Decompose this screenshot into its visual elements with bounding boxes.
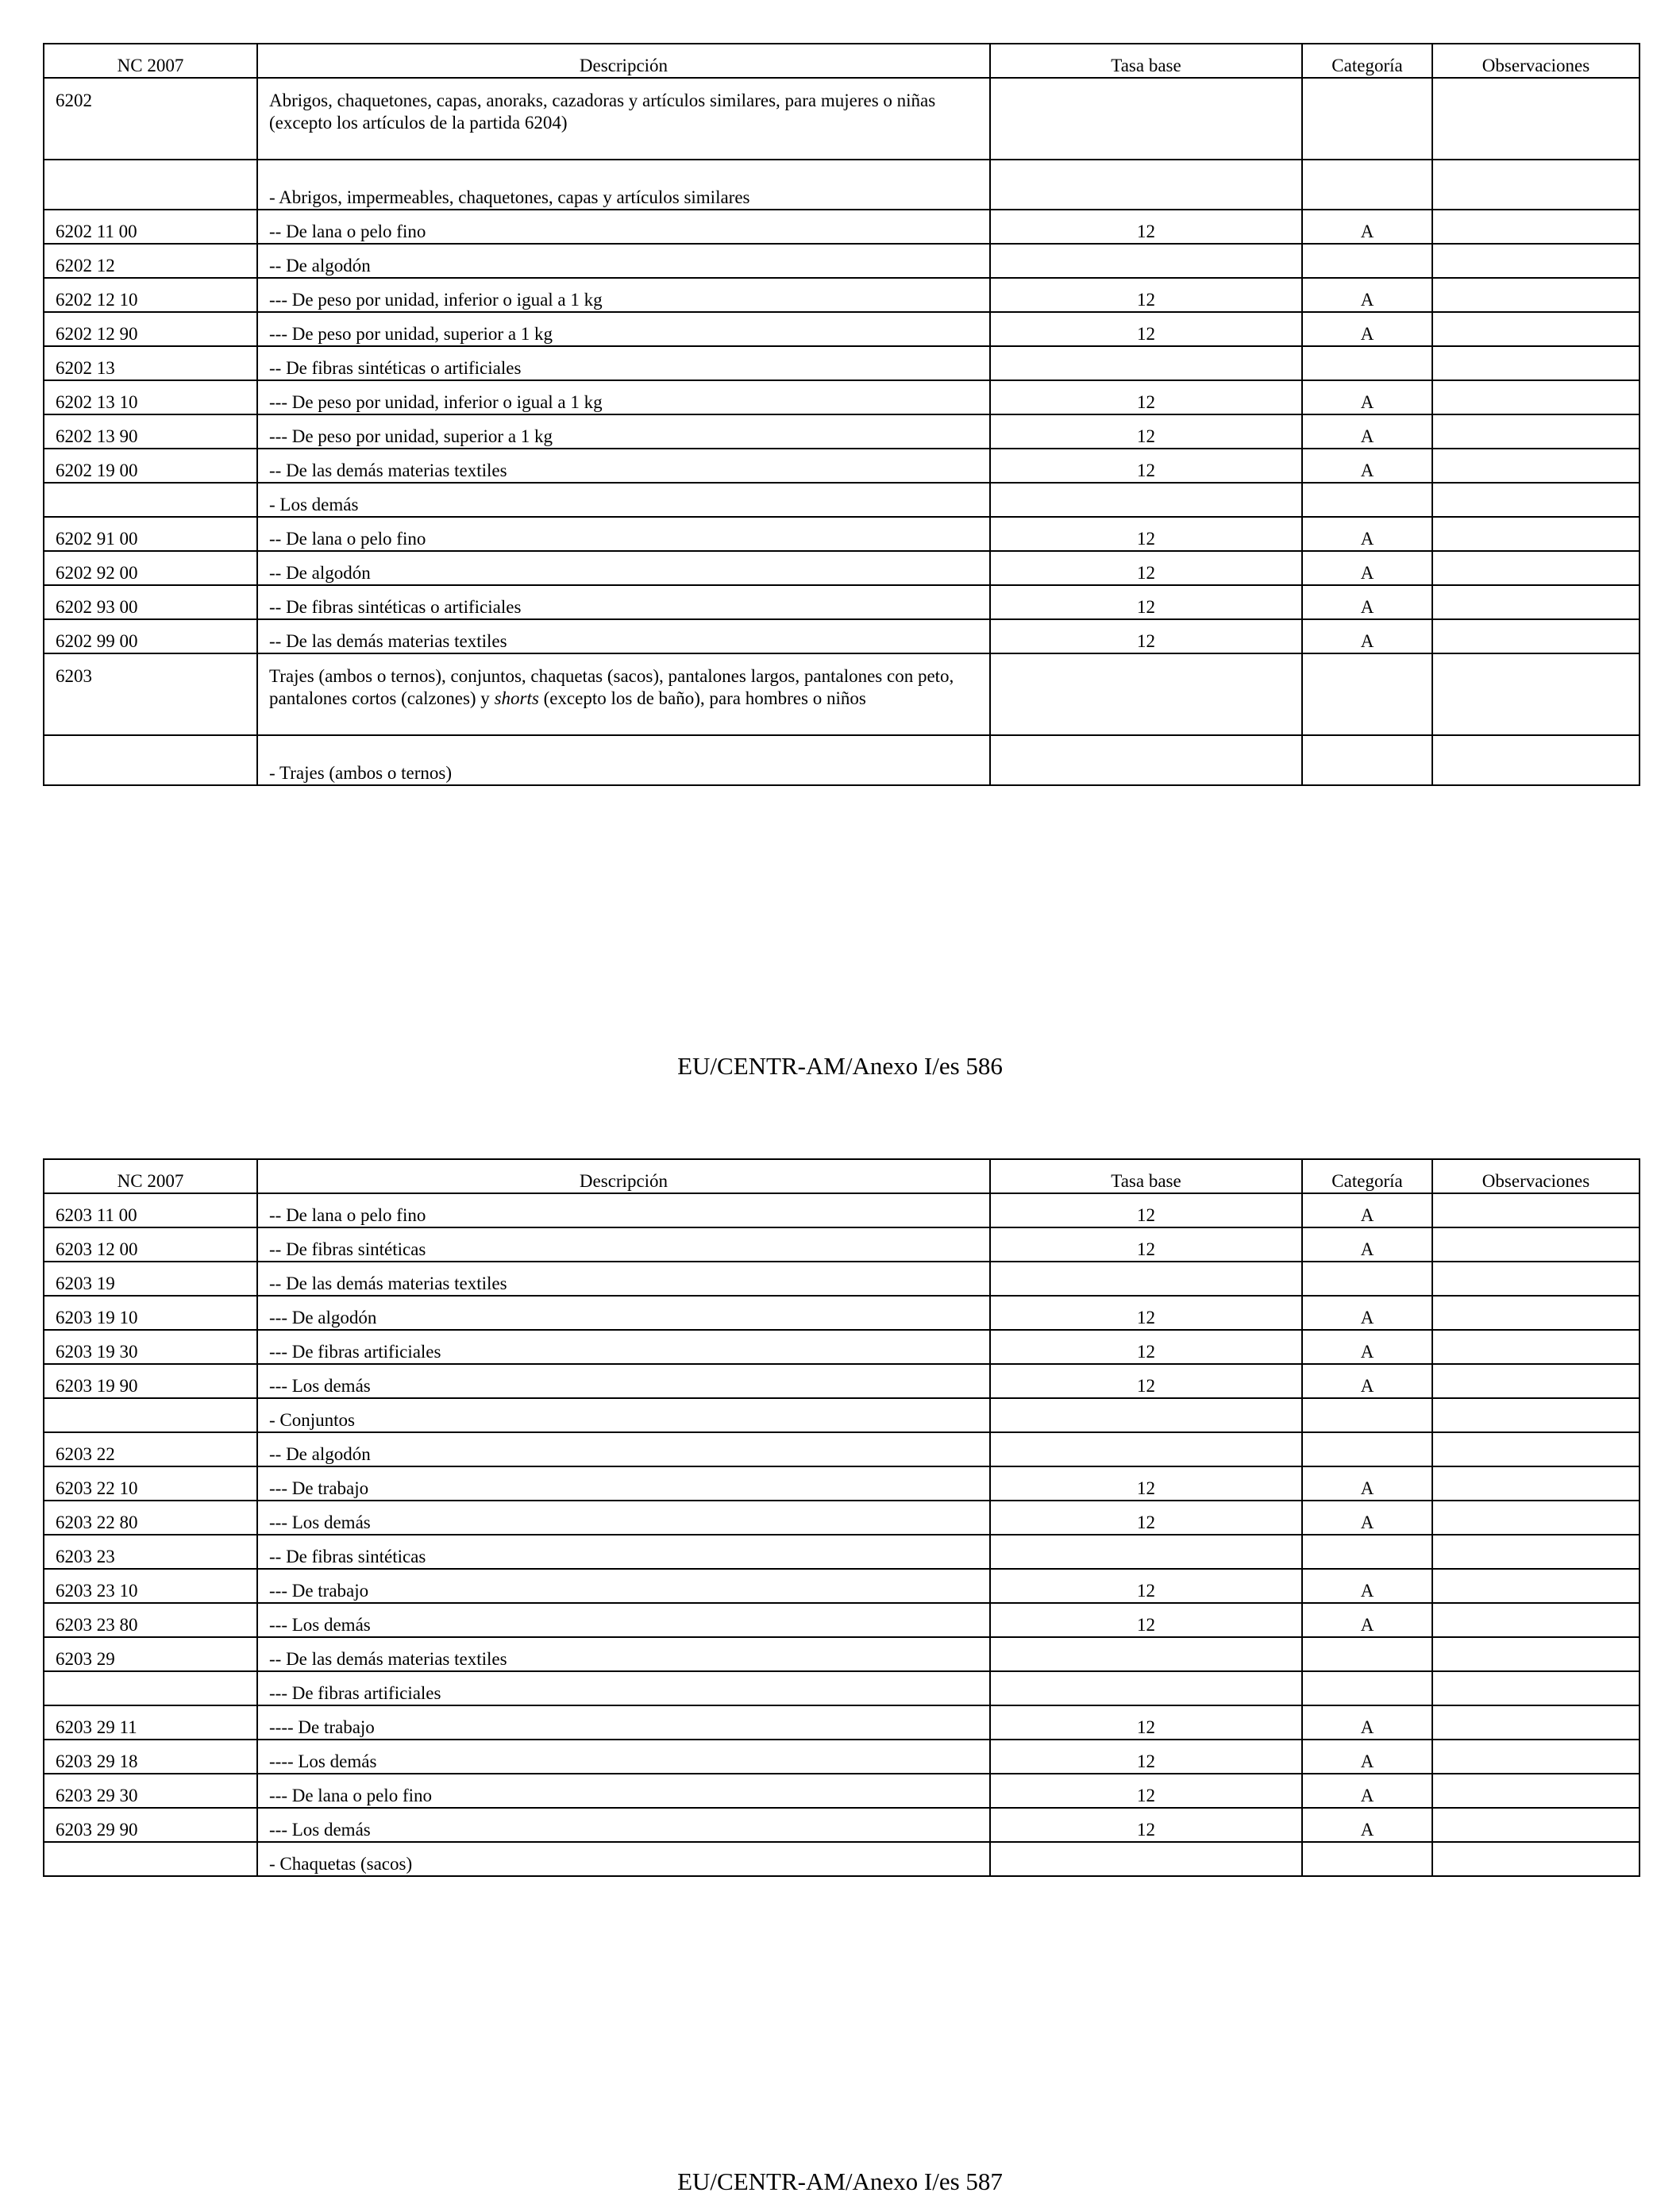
table-row	[44, 653, 1640, 735]
observations-cell	[1432, 1227, 1640, 1262]
description-cell: -- De las demás materias textiles	[257, 449, 990, 483]
table-row	[44, 1193, 1640, 1227]
base-rate-cell	[990, 1535, 1302, 1569]
observations-cell	[1432, 517, 1640, 551]
description-cell: -- De las demás materias textiles	[257, 1262, 990, 1296]
category-cell: A	[1302, 414, 1432, 449]
base-rate-cell: 12	[990, 210, 1302, 244]
category-cell	[1302, 78, 1432, 160]
observations-cell	[1432, 1535, 1640, 1569]
nc-code-cell: 6203 29 18	[44, 1740, 257, 1774]
nc-code-cell: 6203 19	[44, 1262, 257, 1296]
description-cell: - Trajes (ambos o ternos)	[257, 735, 990, 785]
base-rate-cell: 12	[990, 1501, 1302, 1535]
base-rate-cell	[990, 1842, 1302, 1876]
observations-cell	[1432, 449, 1640, 483]
base-rate-cell: 12	[990, 278, 1302, 312]
nc-code-cell	[44, 735, 257, 785]
nc-code-cell: 6202 19 00	[44, 449, 257, 483]
base-rate-cell: 12	[990, 517, 1302, 551]
category-cell: A	[1302, 517, 1432, 551]
nc-code-cell: 6203 23 80	[44, 1603, 257, 1637]
category-cell: A	[1302, 585, 1432, 619]
observations-cell	[1432, 619, 1640, 653]
category-cell	[1302, 1535, 1432, 1569]
description-cell: - Abrigos, impermeables, chaquetones, capas y artículos similares	[257, 160, 990, 210]
base-rate-cell: 12	[990, 1740, 1302, 1774]
category-cell: A	[1302, 1501, 1432, 1535]
table-row	[44, 1535, 1640, 1569]
observations-cell	[1432, 1432, 1640, 1466]
observations-cell	[1432, 735, 1640, 785]
category-cell	[1302, 653, 1432, 735]
category-cell	[1302, 160, 1432, 210]
description-cell: -- De las demás materias textiles	[257, 1637, 990, 1671]
nc-code-cell: 6203 19 90	[44, 1364, 257, 1398]
base-rate-cell	[990, 483, 1302, 517]
base-rate-cell	[990, 244, 1302, 278]
description-cell: -- De algodón	[257, 551, 990, 585]
nc-code-cell: 6203 12 00	[44, 1227, 257, 1262]
nc-code-cell: 6202 13 10	[44, 380, 257, 414]
header-description: Descripción	[257, 44, 990, 78]
nc-code-cell: 6203 22	[44, 1432, 257, 1466]
category-cell: A	[1302, 312, 1432, 346]
nc-code-cell: 6202 12 90	[44, 312, 257, 346]
header-base-rate: Tasa base	[990, 44, 1302, 78]
category-cell	[1302, 1262, 1432, 1296]
base-rate-cell: 12	[990, 1774, 1302, 1808]
table-row	[44, 585, 1640, 619]
base-rate-cell	[990, 160, 1302, 210]
header-code: NC 2007	[44, 44, 257, 78]
category-cell: A	[1302, 380, 1432, 414]
description-cell: -- De algodón	[257, 244, 990, 278]
nc-code-cell: 6202 13	[44, 346, 257, 380]
nc-code-cell: 6202 99 00	[44, 619, 257, 653]
table-row	[44, 312, 1640, 346]
nc-code-cell: 6202 93 00	[44, 585, 257, 619]
nc-code-cell: 6203 29 30	[44, 1774, 257, 1808]
category-cell: A	[1302, 1330, 1432, 1364]
table-row	[44, 160, 1640, 210]
description-cell: --- Los demás	[257, 1501, 990, 1535]
description-cell: --- De peso por unidad, inferior o igual a 1 kg	[257, 278, 990, 312]
observations-cell	[1432, 551, 1640, 585]
observations-cell	[1432, 160, 1640, 210]
observations-cell	[1432, 1808, 1640, 1842]
table-row	[44, 1637, 1640, 1671]
observations-cell	[1432, 1193, 1640, 1227]
description-cell: Abrigos, chaquetones, capas, anoraks, cazadoras y artículos similares, para mujeres o niñas (excepto los artículos de la partida 6204)	[257, 78, 990, 160]
category-cell: A	[1302, 449, 1432, 483]
table-row	[44, 1501, 1640, 1535]
base-rate-cell: 12	[990, 380, 1302, 414]
nc-code-cell: 6203 22 80	[44, 1501, 257, 1535]
nc-code-cell	[44, 483, 257, 517]
nc-code-cell: 6202 13 90	[44, 414, 257, 449]
nc-code-cell: 6202 12	[44, 244, 257, 278]
category-cell: A	[1302, 619, 1432, 653]
base-rate-cell: 12	[990, 551, 1302, 585]
base-rate-cell: 12	[990, 414, 1302, 449]
nc-code-cell: 6203 22 10	[44, 1466, 257, 1501]
observations-cell	[1432, 585, 1640, 619]
description-cell: -- De lana o pelo fino	[257, 1193, 990, 1227]
category-cell: A	[1302, 1227, 1432, 1262]
observations-cell	[1432, 1330, 1640, 1364]
observations-cell	[1432, 1774, 1640, 1808]
table-row	[44, 483, 1640, 517]
table-row	[44, 449, 1640, 483]
base-rate-cell	[990, 346, 1302, 380]
page-footer-587: EU/CENTR-AM/Anexo I/es 587	[677, 2167, 1003, 2195]
description-cell: ---- Los demás	[257, 1740, 990, 1774]
table-row	[44, 1842, 1640, 1876]
description-cell: --- De algodón	[257, 1296, 990, 1330]
nc-code-cell	[44, 160, 257, 210]
observations-cell	[1432, 78, 1640, 160]
table-row	[44, 380, 1640, 414]
table-row	[44, 346, 1640, 380]
description-cell: --- De fibras artificiales	[257, 1671, 990, 1705]
description-cell: -- De fibras sintéticas o artificiales	[257, 346, 990, 380]
base-rate-cell: 12	[990, 1330, 1302, 1364]
table-row	[44, 1296, 1640, 1330]
base-rate-cell	[990, 1671, 1302, 1705]
nc-code-cell: 6202 92 00	[44, 551, 257, 585]
base-rate-cell: 12	[990, 1808, 1302, 1842]
table-row	[44, 551, 1640, 585]
nc-code-cell: 6203	[44, 653, 257, 735]
base-rate-cell	[990, 1262, 1302, 1296]
observations-cell	[1432, 1842, 1640, 1876]
table-row	[44, 1262, 1640, 1296]
category-cell: A	[1302, 1364, 1432, 1398]
description-cell: --- Los demás	[257, 1808, 990, 1842]
category-cell: A	[1302, 1774, 1432, 1808]
table-row	[44, 1603, 1640, 1637]
observations-cell	[1432, 1398, 1640, 1432]
base-rate-cell: 12	[990, 449, 1302, 483]
description-cell: --- De peso por unidad, superior a 1 kg	[257, 312, 990, 346]
description-cell: -- De algodón	[257, 1432, 990, 1466]
category-cell	[1302, 1398, 1432, 1432]
table-row	[44, 1227, 1640, 1262]
observations-cell	[1432, 312, 1640, 346]
observations-cell	[1432, 1637, 1640, 1671]
description-cell: -- De fibras sintéticas	[257, 1227, 990, 1262]
tariff-table-page-586	[43, 43, 1640, 786]
nc-code-cell: 6203 29	[44, 1637, 257, 1671]
description-cell: --- Los demás	[257, 1603, 990, 1637]
base-rate-cell: 12	[990, 585, 1302, 619]
description-fragment: shorts	[494, 688, 539, 708]
header-observations: Observaciones	[1432, 1159, 1640, 1193]
observations-cell	[1432, 1603, 1640, 1637]
description-cell	[257, 653, 990, 735]
base-rate-cell: 12	[990, 1227, 1302, 1262]
header-observations: Observaciones	[1432, 44, 1640, 78]
header-row	[44, 44, 1640, 78]
category-cell	[1302, 244, 1432, 278]
description-cell: - Chaquetas (sacos)	[257, 1842, 990, 1876]
category-cell	[1302, 1637, 1432, 1671]
table-row	[44, 517, 1640, 551]
observations-cell	[1432, 1740, 1640, 1774]
table-row	[44, 244, 1640, 278]
nc-code-cell	[44, 1671, 257, 1705]
base-rate-cell	[990, 1637, 1302, 1671]
category-cell: A	[1302, 1808, 1432, 1842]
description-cell: --- De trabajo	[257, 1466, 990, 1501]
table-row	[44, 210, 1640, 244]
nc-code-cell	[44, 1398, 257, 1432]
description-cell: --- De trabajo	[257, 1569, 990, 1603]
table-row	[44, 735, 1640, 785]
nc-code-cell: 6203 29 11	[44, 1705, 257, 1740]
table-row	[44, 1569, 1640, 1603]
table-row	[44, 1808, 1640, 1842]
description-fragment: (excepto los de baño), para hombres o niños	[538, 688, 866, 708]
description-cell: -- De lana o pelo fino	[257, 210, 990, 244]
observations-cell	[1432, 346, 1640, 380]
table-row	[44, 278, 1640, 312]
description-cell: -- De lana o pelo fino	[257, 517, 990, 551]
header-category: Categoría	[1302, 1159, 1432, 1193]
category-cell: A	[1302, 1740, 1432, 1774]
observations-cell	[1432, 653, 1640, 735]
base-rate-cell: 12	[990, 1193, 1302, 1227]
base-rate-cell: 12	[990, 619, 1302, 653]
nc-code-cell: 6203 29 90	[44, 1808, 257, 1842]
table-row	[44, 1432, 1640, 1466]
base-rate-cell	[990, 653, 1302, 735]
category-cell	[1302, 1671, 1432, 1705]
description-cell: --- Los demás	[257, 1364, 990, 1398]
category-cell: A	[1302, 1569, 1432, 1603]
nc-code-cell: 6203 23 10	[44, 1569, 257, 1603]
description-fragment: Trajes (ambos o ternos), conjuntos, chaquetas (sacos), pantalones largos, pantalones con peto, pantalones cortos (calzones) y	[269, 666, 954, 708]
observations-cell	[1432, 483, 1640, 517]
category-cell	[1302, 346, 1432, 380]
category-cell: A	[1302, 1296, 1432, 1330]
nc-code-cell: 6202 12 10	[44, 278, 257, 312]
description-cell: -- De fibras sintéticas o artificiales	[257, 585, 990, 619]
observations-cell	[1432, 1262, 1640, 1296]
observations-cell	[1432, 1466, 1640, 1501]
category-cell: A	[1302, 1193, 1432, 1227]
description-cell: --- De fibras artificiales	[257, 1330, 990, 1364]
nc-code-cell: 6203 23	[44, 1535, 257, 1569]
table-row	[44, 1330, 1640, 1364]
nc-code-cell: 6203 11 00	[44, 1193, 257, 1227]
description-cell: --- De lana o pelo fino	[257, 1774, 990, 1808]
table-row	[44, 78, 1640, 160]
observations-cell	[1432, 210, 1640, 244]
category-cell: A	[1302, 278, 1432, 312]
description-cell: - Conjuntos	[257, 1398, 990, 1432]
description-cell: -- De fibras sintéticas	[257, 1535, 990, 1569]
header-base-rate: Tasa base	[990, 1159, 1302, 1193]
base-rate-cell: 12	[990, 312, 1302, 346]
observations-cell	[1432, 278, 1640, 312]
nc-code-cell: 6202	[44, 78, 257, 160]
nc-code-cell: 6202 11 00	[44, 210, 257, 244]
base-rate-cell: 12	[990, 1466, 1302, 1501]
base-rate-cell: 12	[990, 1364, 1302, 1398]
header-code: NC 2007	[44, 1159, 257, 1193]
observations-cell	[1432, 1364, 1640, 1398]
category-cell: A	[1302, 210, 1432, 244]
nc-code-cell: 6203 19 10	[44, 1296, 257, 1330]
page-footer-586: EU/CENTR-AM/Anexo I/es 586	[677, 1052, 1003, 1080]
base-rate-cell: 12	[990, 1296, 1302, 1330]
category-cell: A	[1302, 1603, 1432, 1637]
category-cell: A	[1302, 1466, 1432, 1501]
table-row	[44, 1740, 1640, 1774]
table-row	[44, 1705, 1640, 1740]
observations-cell	[1432, 1705, 1640, 1740]
description-cell: - Los demás	[257, 483, 990, 517]
category-cell	[1302, 735, 1432, 785]
table-row	[44, 1671, 1640, 1705]
observations-cell	[1432, 244, 1640, 278]
observations-cell	[1432, 380, 1640, 414]
description-cell: -- De las demás materias textiles	[257, 619, 990, 653]
table-row	[44, 1364, 1640, 1398]
observations-cell	[1432, 1671, 1640, 1705]
tariff-table-page-587	[43, 1158, 1640, 1877]
header-row	[44, 1159, 1640, 1193]
table-row	[44, 619, 1640, 653]
base-rate-cell: 12	[990, 1705, 1302, 1740]
table-row	[44, 1774, 1640, 1808]
base-rate-cell: 12	[990, 1603, 1302, 1637]
header-description: Descripción	[257, 1159, 990, 1193]
category-cell	[1302, 1432, 1432, 1466]
table-row	[44, 1466, 1640, 1501]
observations-cell	[1432, 1296, 1640, 1330]
table-row	[44, 414, 1640, 449]
nc-code-cell: 6203 19 30	[44, 1330, 257, 1364]
category-cell	[1302, 1842, 1432, 1876]
category-cell	[1302, 483, 1432, 517]
observations-cell	[1432, 1501, 1640, 1535]
observations-cell	[1432, 1569, 1640, 1603]
base-rate-cell	[990, 735, 1302, 785]
description-cell: ---- De trabajo	[257, 1705, 990, 1740]
category-cell: A	[1302, 1705, 1432, 1740]
table-row	[44, 1398, 1640, 1432]
base-rate-cell	[990, 1432, 1302, 1466]
category-cell: A	[1302, 551, 1432, 585]
description-cell: --- De peso por unidad, superior a 1 kg	[257, 414, 990, 449]
base-rate-cell: 12	[990, 1569, 1302, 1603]
description-cell: --- De peso por unidad, inferior o igual a 1 kg	[257, 380, 990, 414]
nc-code-cell	[44, 1842, 257, 1876]
observations-cell	[1432, 414, 1640, 449]
header-category: Categoría	[1302, 44, 1432, 78]
base-rate-cell	[990, 78, 1302, 160]
base-rate-cell	[990, 1398, 1302, 1432]
nc-code-cell: 6202 91 00	[44, 517, 257, 551]
